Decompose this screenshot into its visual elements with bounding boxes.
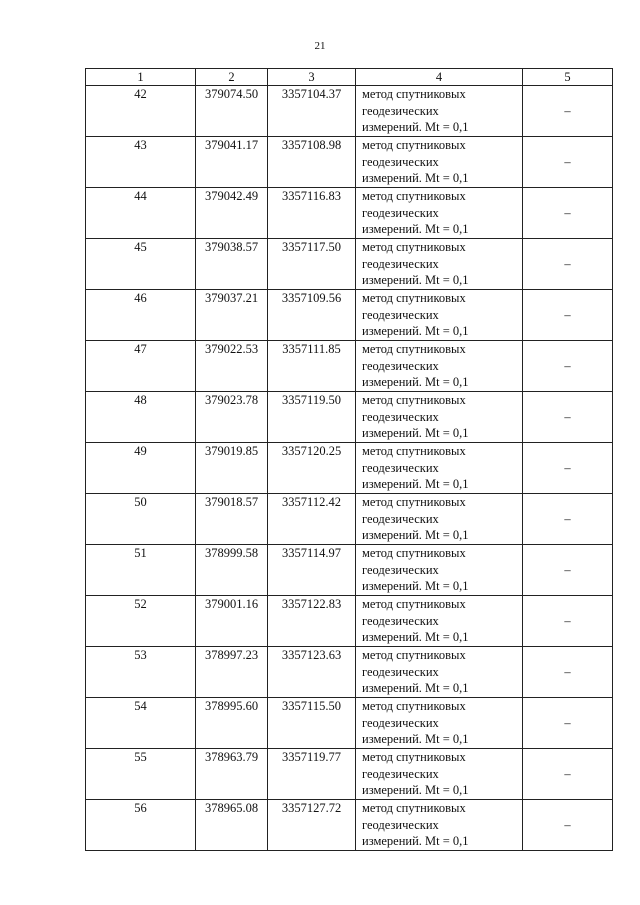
method-line: измерений. Mt = 0,1 <box>362 324 469 338</box>
note-cell <box>523 188 613 239</box>
point-number-cell: 56 <box>86 800 196 851</box>
point-number-cell: 49 <box>86 443 196 494</box>
note-cell <box>523 749 613 800</box>
y-coordinate-cell: 3357115.50 <box>268 698 356 749</box>
table-row <box>86 494 613 545</box>
method-line: геодезических <box>362 817 439 832</box>
note-cell <box>523 290 613 341</box>
point-number-cell: 52 <box>86 596 196 647</box>
method-line: измерений. Mt = 0,1 <box>362 834 469 848</box>
method-line: геодезических <box>362 205 439 220</box>
x-coordinate-cell: 379019.85 <box>196 443 268 494</box>
method-line: измерений. Mt = 0,1 <box>362 273 469 287</box>
note-cell <box>523 137 613 188</box>
y-coordinate-cell: 3357119.77 <box>268 749 356 800</box>
note-cell <box>523 698 613 749</box>
method-cell <box>356 443 523 494</box>
note-cell <box>523 341 613 392</box>
method-line: измерений. Mt = 0,1 <box>362 630 469 644</box>
method-line: геодезических <box>362 766 439 781</box>
method-cell <box>356 545 523 596</box>
method-line: измерений. Mt = 0,1 <box>362 783 469 797</box>
method-line: геодезических <box>362 613 439 628</box>
y-coordinate-cell: 3357114.97 <box>268 545 356 596</box>
table-row <box>86 749 613 800</box>
y-coordinate-cell: 3357109.56 <box>268 290 356 341</box>
method-line: геодезических <box>362 358 439 373</box>
y-coordinate-cell: 3357119.50 <box>268 392 356 443</box>
note-cell <box>523 494 613 545</box>
method-line: измерений. Mt = 0,1 <box>362 222 469 236</box>
method-cell <box>356 290 523 341</box>
table-row <box>86 86 613 137</box>
method-line: метод спутниковых <box>362 291 466 305</box>
note-cell <box>523 545 613 596</box>
method-line: измерений. Mt = 0,1 <box>362 579 469 593</box>
y-coordinate-cell: 3357127.72 <box>268 800 356 851</box>
table-row <box>86 239 613 290</box>
point-number-cell: 48 <box>86 392 196 443</box>
point-number-cell: 46 <box>86 290 196 341</box>
method-line: метод спутниковых <box>362 87 466 101</box>
point-number-cell: 53 <box>86 647 196 698</box>
note-cell <box>523 239 613 290</box>
x-coordinate-cell: 379022.53 <box>196 341 268 392</box>
dash-mark: – <box>564 511 571 526</box>
x-coordinate-cell: 378995.60 <box>196 698 268 749</box>
point-number-cell: 47 <box>86 341 196 392</box>
method-cell <box>356 239 523 290</box>
x-coordinate-cell: 378963.79 <box>196 749 268 800</box>
dash-mark: – <box>564 613 571 628</box>
point-number-cell: 44 <box>86 188 196 239</box>
method-line: измерений. Mt = 0,1 <box>362 477 469 491</box>
dash-mark: – <box>564 205 571 220</box>
point-number-cell: 43 <box>86 137 196 188</box>
method-line: метод спутниковых <box>362 138 466 152</box>
method-line: метод спутниковых <box>362 597 466 611</box>
table-row <box>86 341 613 392</box>
method-cell <box>356 392 523 443</box>
method-cell <box>356 698 523 749</box>
method-line: геодезических <box>362 511 439 526</box>
y-coordinate-cell: 3357120.25 <box>268 443 356 494</box>
y-coordinate-cell: 3357108.98 <box>268 137 356 188</box>
method-cell <box>356 341 523 392</box>
point-number-cell: 50 <box>86 494 196 545</box>
x-coordinate-cell: 379037.21 <box>196 290 268 341</box>
dash-mark: – <box>564 715 571 730</box>
method-line: геодезических <box>362 256 439 271</box>
page-number: 21 <box>314 40 326 52</box>
note-cell <box>523 800 613 851</box>
column-header-4: 4 <box>356 69 523 86</box>
method-line: метод спутниковых <box>362 240 466 254</box>
method-line: измерений. Mt = 0,1 <box>362 426 469 440</box>
x-coordinate-cell: 379038.57 <box>196 239 268 290</box>
method-line: измерений. Mt = 0,1 <box>362 171 469 185</box>
column-header-1: 1 <box>86 69 196 86</box>
method-line: геодезических <box>362 460 439 475</box>
method-cell <box>356 749 523 800</box>
method-line: метод спутниковых <box>362 189 466 203</box>
method-line: метод спутниковых <box>362 393 466 407</box>
x-coordinate-cell: 378997.23 <box>196 647 268 698</box>
method-line: геодезических <box>362 409 439 424</box>
method-cell <box>356 137 523 188</box>
x-coordinate-cell: 378999.58 <box>196 545 268 596</box>
method-cell <box>356 188 523 239</box>
table-row <box>86 545 613 596</box>
x-coordinate-cell: 379042.49 <box>196 188 268 239</box>
x-coordinate-cell: 379001.16 <box>196 596 268 647</box>
method-line: геодезических <box>362 154 439 169</box>
y-coordinate-cell: 3357116.83 <box>268 188 356 239</box>
method-line: метод спутниковых <box>362 699 466 713</box>
method-cell <box>356 86 523 137</box>
x-coordinate-cell: 379023.78 <box>196 392 268 443</box>
method-line: геодезических <box>362 664 439 679</box>
table-row <box>86 392 613 443</box>
x-coordinate-cell: 378965.08 <box>196 800 268 851</box>
dash-mark: – <box>564 307 571 322</box>
note-cell <box>523 596 613 647</box>
x-coordinate-cell: 379074.50 <box>196 86 268 137</box>
method-line: измерений. Mt = 0,1 <box>362 120 469 134</box>
dash-mark: – <box>564 460 571 475</box>
table-row <box>86 800 613 851</box>
column-header-5: 5 <box>523 69 613 86</box>
column-header-3: 3 <box>268 69 356 86</box>
method-line: метод спутниковых <box>362 750 466 764</box>
y-coordinate-cell: 3357112.42 <box>268 494 356 545</box>
method-line: геодезических <box>362 307 439 322</box>
point-number-cell: 51 <box>86 545 196 596</box>
method-line: измерений. Mt = 0,1 <box>362 375 469 389</box>
column-header-2: 2 <box>196 69 268 86</box>
point-number-cell: 42 <box>86 86 196 137</box>
method-line: метод спутниковых <box>362 444 466 458</box>
table-row <box>86 188 613 239</box>
table-header-row <box>86 69 613 86</box>
dash-mark: – <box>564 766 571 781</box>
method-cell <box>356 647 523 698</box>
method-line: геодезических <box>362 562 439 577</box>
table-body <box>86 86 613 851</box>
method-line: геодезических <box>362 715 439 730</box>
dash-mark: – <box>564 562 571 577</box>
dash-mark: – <box>564 358 571 373</box>
y-coordinate-cell: 3357117.50 <box>268 239 356 290</box>
table-row <box>86 290 613 341</box>
method-line: метод спутниковых <box>362 801 466 815</box>
table-row <box>86 137 613 188</box>
y-coordinate-cell: 3357123.63 <box>268 647 356 698</box>
method-cell <box>356 596 523 647</box>
point-number-cell: 54 <box>86 698 196 749</box>
point-number-cell: 45 <box>86 239 196 290</box>
method-line: измерений. Mt = 0,1 <box>362 681 469 695</box>
dash-mark: – <box>564 154 571 169</box>
dash-mark: – <box>564 409 571 424</box>
x-coordinate-cell: 379041.17 <box>196 137 268 188</box>
coordinates-table <box>85 68 613 851</box>
method-line: метод спутниковых <box>362 342 466 356</box>
y-coordinate-cell: 3357122.83 <box>268 596 356 647</box>
method-line: метод спутниковых <box>362 546 466 560</box>
table-row <box>86 698 613 749</box>
x-coordinate-cell: 379018.57 <box>196 494 268 545</box>
dash-mark: – <box>564 256 571 271</box>
method-line: метод спутниковых <box>362 648 466 662</box>
note-cell <box>523 86 613 137</box>
y-coordinate-cell: 3357104.37 <box>268 86 356 137</box>
method-line: измерений. Mt = 0,1 <box>362 732 469 746</box>
table-row <box>86 647 613 698</box>
method-line: метод спутниковых <box>362 495 466 509</box>
dash-mark: – <box>564 103 571 118</box>
dash-mark: – <box>564 817 571 832</box>
method-cell <box>356 800 523 851</box>
note-cell <box>523 443 613 494</box>
dash-mark: – <box>564 664 571 679</box>
note-cell <box>523 647 613 698</box>
point-number-cell: 55 <box>86 749 196 800</box>
note-cell <box>523 392 613 443</box>
method-line: измерений. Mt = 0,1 <box>362 528 469 542</box>
method-line: геодезических <box>362 103 439 118</box>
table-row <box>86 443 613 494</box>
y-coordinate-cell: 3357111.85 <box>268 341 356 392</box>
table-row <box>86 596 613 647</box>
method-cell <box>356 494 523 545</box>
